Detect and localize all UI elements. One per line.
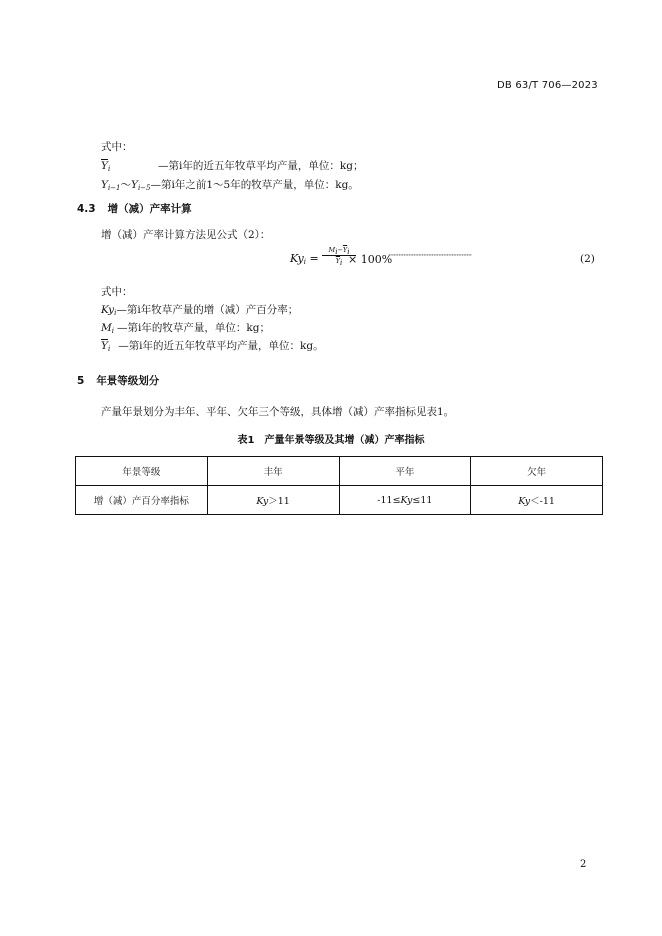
table-row [76, 486, 603, 515]
formula-2-equals: = [309, 252, 319, 265]
table-header-cell: 丰年 [207, 457, 339, 486]
legend-line-ybar-2-text: —第i年的近五年牧草平均产量，单位：kg。 [118, 340, 324, 352]
table-cell-good-year: Ky＞11 [207, 486, 339, 515]
formula-2 [290, 252, 319, 265]
table-header-cell: 年景等级 [76, 457, 208, 486]
legend-line-ybar-2 [101, 339, 324, 353]
formula-2-denominator: $\overline{Y}_i$ [335, 257, 343, 267]
symbol-ybar: $\overline{Y}$ [101, 160, 108, 172]
formula-2-numerator: $M_i-\overline{Y}_i$ [322, 246, 356, 256]
symbol-ky: Ky [101, 304, 115, 316]
section-5-title: 年景等级划分 [96, 375, 160, 387]
symbol-y-b-sub: i−5 [137, 184, 151, 192]
table-header-cell: 欠年 [471, 457, 603, 486]
formula-2-times: × 100% [348, 253, 393, 266]
legend-line-ky [101, 303, 298, 317]
section-4-3-title: 增（减）产率计算 [107, 203, 192, 215]
tilde: ～ [120, 179, 131, 191]
table-cell-label: 增（减）产百分率指标 [76, 486, 208, 515]
table-header-row [76, 457, 603, 486]
section-4-3-intro: 增（减）产率计算方法见公式（2）： [101, 229, 271, 241]
symbol-ky-sub: i [114, 309, 117, 317]
legend-intro-1: 式中： [101, 141, 133, 153]
section-4-3-heading [77, 201, 192, 216]
symbol-ybar-sub: i [107, 165, 111, 173]
section-4-3-number: 4.3 [77, 203, 96, 215]
legend-line-m [101, 321, 270, 335]
symbol-y-a-sub: i−1 [107, 184, 121, 192]
symbol-ybar-2: $\overline{Y}$ [101, 340, 108, 352]
symbol-m: M [101, 322, 112, 334]
table-header-cell: 平年 [339, 457, 471, 486]
legend-line-m-text: —第i年的牧草产量，单位：kg； [117, 322, 270, 334]
formula-2-lhs-sub: i [303, 258, 306, 266]
section-5-heading [77, 373, 159, 388]
page-number: 2 [580, 859, 587, 870]
legend-intro-2: 式中： [101, 286, 133, 298]
symbol-y-b: Y [131, 179, 138, 191]
section-5-paragraph: 产量年景划分为丰年、平年、欠年三个等级，具体增（减）产率指标见表1。 [101, 406, 455, 418]
table-1 [75, 456, 603, 515]
legend-line-ybar [101, 159, 110, 173]
formula-2-number: (2) [580, 253, 595, 265]
legend-line-ybar-text: —第i年的近五年牧草平均产量，单位：kg； [158, 160, 364, 172]
table-1-caption: 表1 产量年景等级及其增（减）产率指标 [237, 435, 425, 446]
document-id: DB 63/T 706—2023 [497, 80, 598, 91]
table-cell-poor-year: Ky＜-11 [471, 486, 603, 515]
legend-line-y-range-text: —第i年之前1～5年的牧草产量，单位：kg。 [150, 179, 359, 191]
symbol-ybar-2-sub: i [107, 345, 111, 353]
legend-line-ky-text: —第i年牧草产量的增（减）产百分率； [116, 304, 299, 316]
legend-line-y-range [101, 178, 359, 192]
formula-2-dots: ·················································· [388, 251, 472, 261]
symbol-y-a: Y [101, 179, 108, 191]
table-cell-normal-year: -11≤Ky≤11 [339, 486, 471, 515]
formula-2-lhs: Ky [290, 252, 304, 265]
section-5-number: 5 [77, 375, 85, 387]
symbol-m-sub: i [111, 327, 115, 335]
